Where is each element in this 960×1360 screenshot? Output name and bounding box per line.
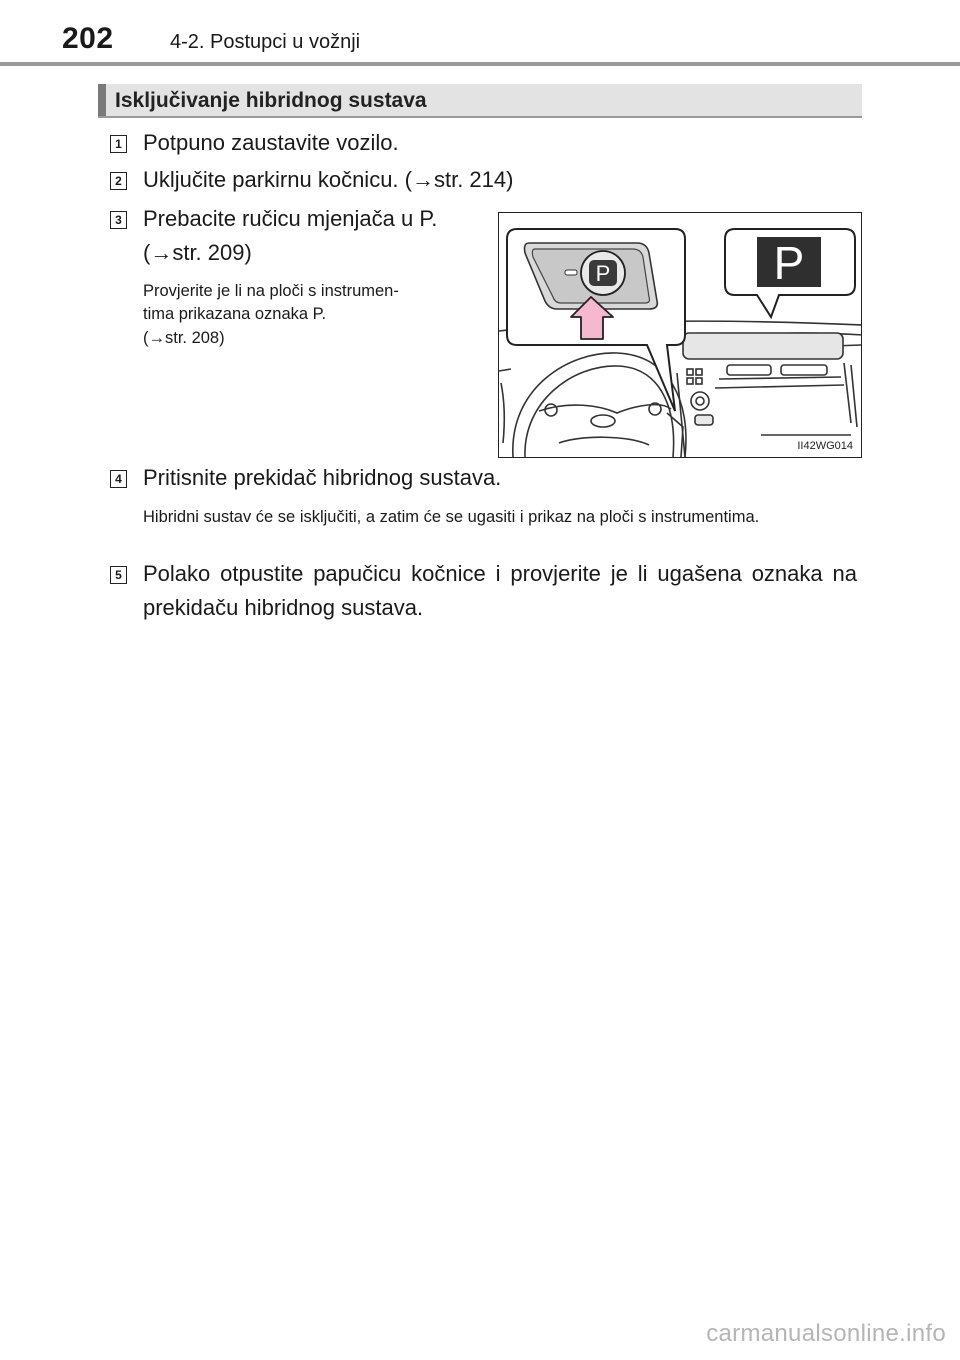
header-rule <box>0 62 960 66</box>
step-5-text: Polako otpustite papučicu kočnice i provjerite je li ugašena oznaka na prekidaču hibridnog sustava. <box>143 561 857 620</box>
step-3-note-line-2: tima prikazana oznaka P. <box>143 305 327 323</box>
step-badge-2: 2 <box>110 172 127 190</box>
step-3-line-1: Prebacite ručicu mjenjača u P. <box>143 206 438 231</box>
section-title: Isključivanje hibridnog sustava <box>115 89 427 112</box>
step-3-line-2: (→str. 209) <box>143 240 252 265</box>
section-accent <box>98 84 106 116</box>
step-3-note-line-3: (→str. 208) <box>143 329 225 347</box>
step-4-text: Pritisnite prekidač hibridnog sustava. <box>143 465 502 490</box>
shift-p-letter: P <box>595 261 611 286</box>
display-p-letter: P <box>773 237 805 289</box>
step-1-text: Potpuno zaustavite vozilo. <box>143 130 399 155</box>
chapter-title: 4-2. Postupci u vožnji <box>170 31 361 53</box>
step-badge-5: 5 <box>110 566 127 584</box>
dashboard-illustration <box>499 213 862 458</box>
figure-code: II42WG014 <box>797 440 853 452</box>
step-2-text: Uključite parkirnu kočnicu. (→str. 214) <box>143 167 514 192</box>
step-badge-3: 3 <box>110 211 127 229</box>
section-heading <box>98 84 862 118</box>
step-4-note: Hibridni sustav će se isključiti, a zatim će se ugasiti i prikaz na ploči s instrumentima. <box>143 508 760 526</box>
shift-position-figure <box>498 212 862 458</box>
step-3-note-line-1: Provjerite je li na ploči s instrumen- <box>143 282 399 300</box>
step-badge-1: 1 <box>110 135 127 153</box>
page-number: 202 <box>62 22 114 55</box>
step-badge-4: 4 <box>110 470 127 488</box>
site-watermark: carmanualsonline.info <box>706 1320 946 1347</box>
